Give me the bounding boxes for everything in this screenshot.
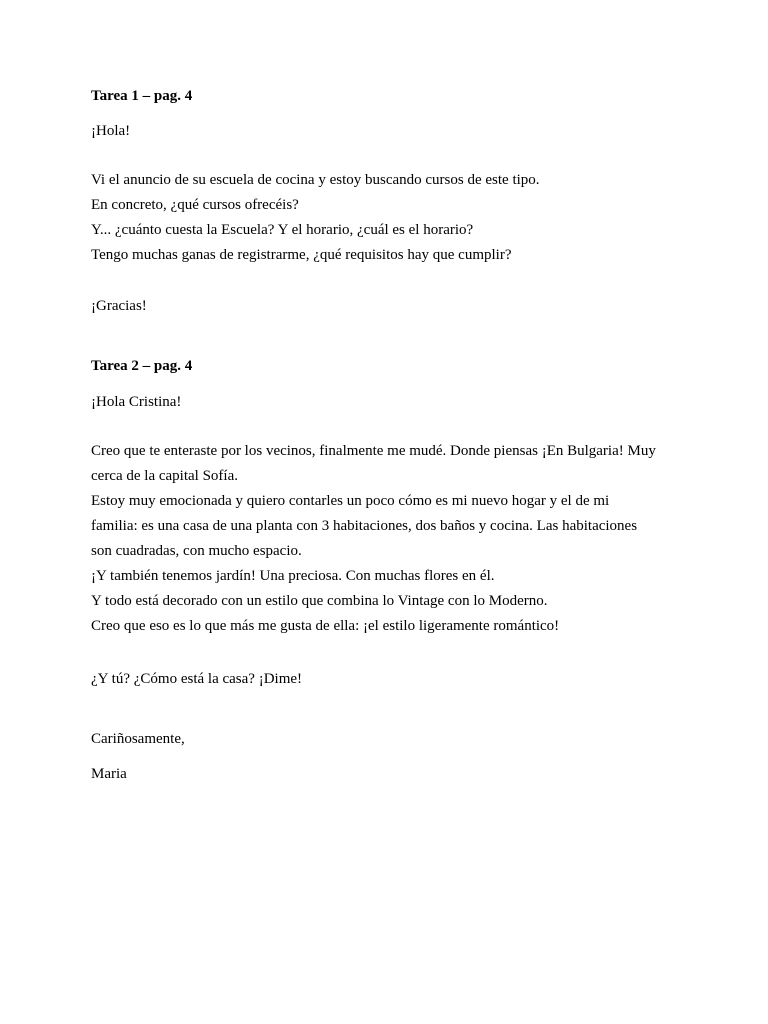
- tarea1-greeting: ¡Hola!: [91, 123, 131, 139]
- tarea1-body-line: Y... ¿cuánto cuesta la Escuela? Y el horario, ¿cuál es el horario?: [91, 222, 474, 238]
- tarea2-signoff: Cariñosamente,: [91, 731, 185, 747]
- tarea1-heading: Tarea 1 – pag. 4: [91, 88, 193, 104]
- tarea1-body-line: Tengo muchas ganas de registrarme, ¿qué requisitos hay que cumplir?: [91, 247, 512, 263]
- tarea1-body-line: En concreto, ¿qué cursos ofrecéis?: [91, 197, 299, 213]
- tarea1-closing: ¡Gracias!: [91, 298, 147, 314]
- tarea2-body-line: ¡Y también tenemos jardín! Una preciosa. Con muchas flores en él.: [91, 568, 495, 584]
- tarea2-body-line: Y todo está decorado con un estilo que combina lo Vintage con lo Moderno.: [91, 593, 548, 609]
- tarea2-question: ¿Y tú? ¿Cómo está la casa? ¡Dime!: [91, 671, 303, 687]
- tarea2-body: [91, 439, 691, 639]
- tarea2-greeting: ¡Hola Cristina!: [91, 394, 182, 410]
- tarea2-signature: Maria: [91, 766, 127, 782]
- tarea2-body-line: cerca de la capital Sofía.: [91, 468, 238, 484]
- tarea1-body-line: Vi el anuncio de su escuela de cocina y estoy buscando cursos de este tipo.: [91, 172, 540, 188]
- tarea2-body-line: son cuadradas, con mucho espacio.: [91, 543, 302, 559]
- tarea2-body-line: Creo que eso es lo que más me gusta de ella: ¡el estilo ligeramente romántico!: [91, 618, 560, 634]
- tarea2-body-line: Estoy muy emocionada y quiero contarles un poco cómo es mi nuevo hogar y el de mi: [91, 493, 610, 509]
- tarea2-body-line: familia: es una casa de una planta con 3 habitaciones, dos baños y cocina. Las habitaciones: [91, 518, 638, 534]
- tarea1-body: [91, 168, 691, 268]
- tarea2-body-line: Creo que te enteraste por los vecinos, finalmente me mudé. Donde piensas ¡En Bulgaria! Muy: [91, 443, 656, 459]
- tarea2-heading: Tarea 2 – pag. 4: [91, 358, 193, 374]
